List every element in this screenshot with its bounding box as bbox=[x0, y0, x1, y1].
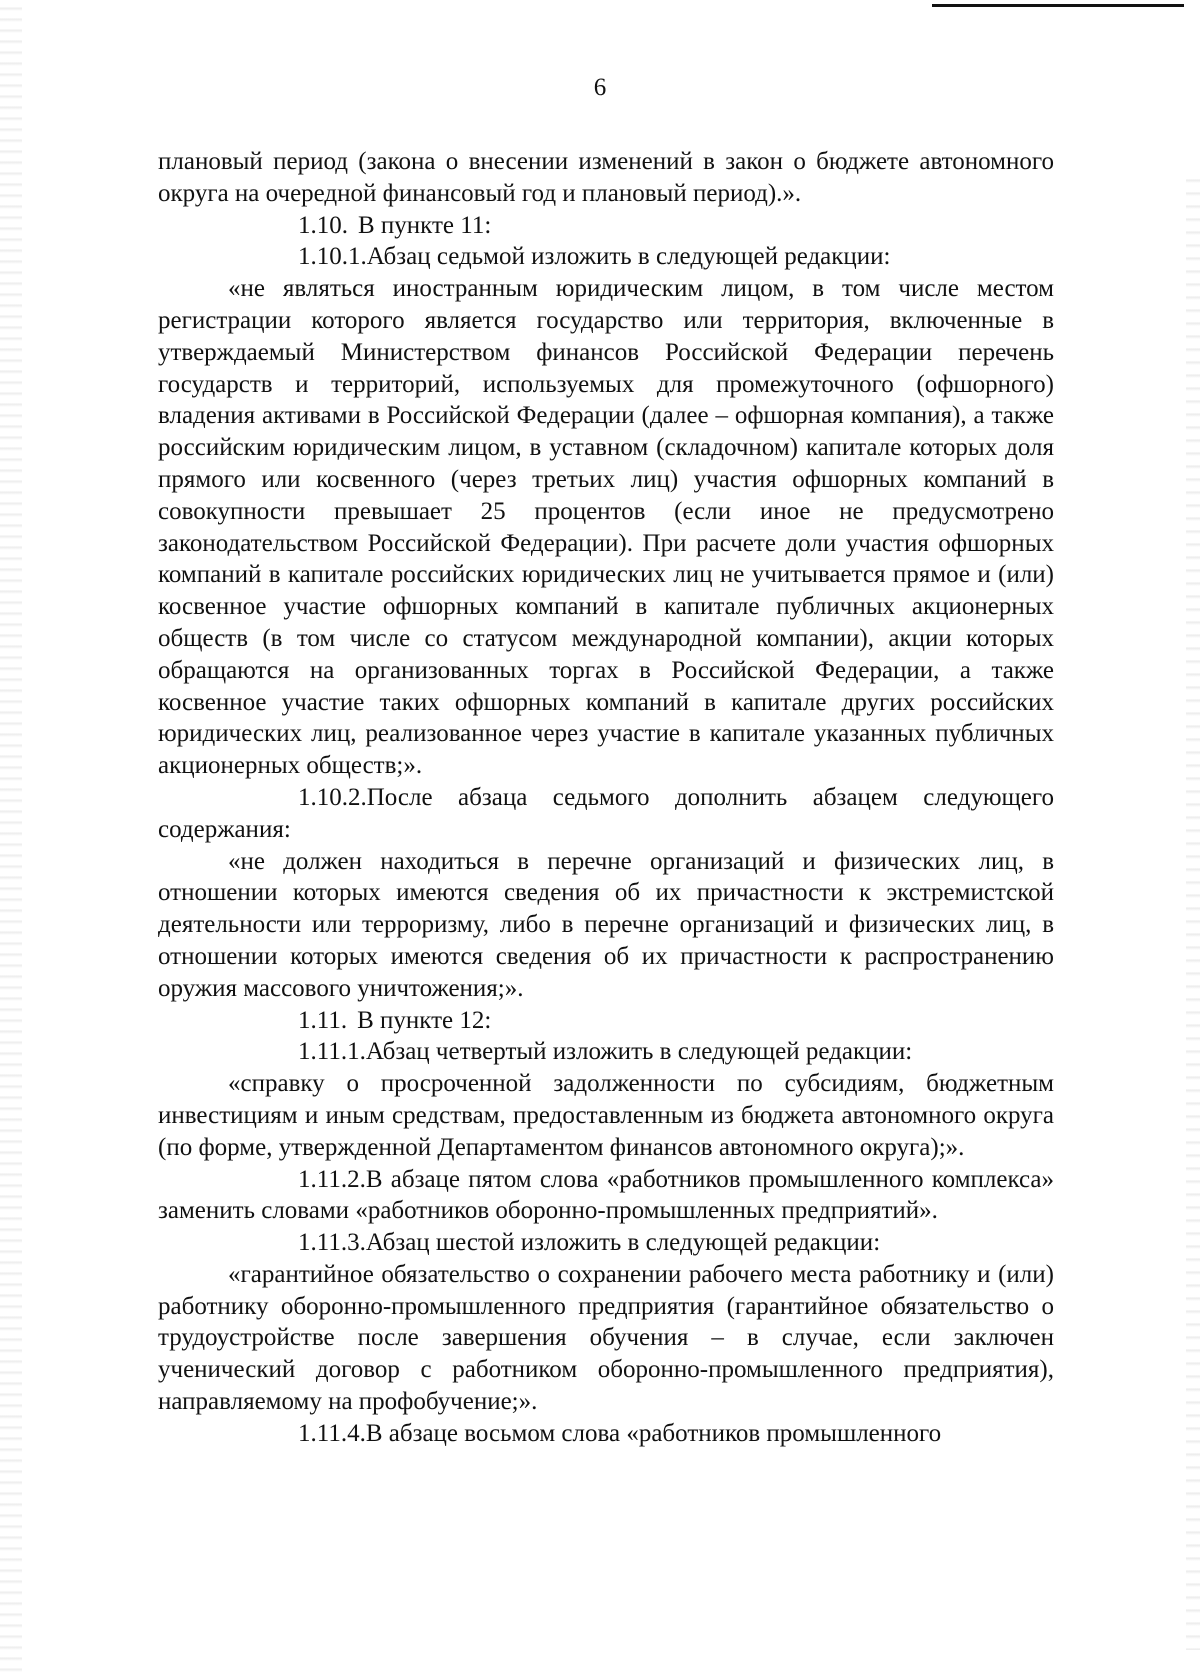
paragraph-number: 1.10. bbox=[298, 211, 348, 239]
top-rule bbox=[932, 4, 1184, 7]
paragraph-number: 1.11. bbox=[298, 1006, 348, 1034]
paragraph-text: плановый период (закона о внесении изменений в закон о бюджете автономного округа на очередной финансовый год и плановый период).». bbox=[158, 148, 1054, 207]
paragraph-text: Абзац седьмой изложить в следующей редакции: bbox=[366, 243, 891, 271]
paragraph bbox=[158, 146, 1054, 210]
document-body bbox=[158, 146, 1054, 1450]
paragraph bbox=[158, 273, 1054, 782]
paragraph-number: 1.11.1. bbox=[298, 1038, 366, 1066]
paragraph bbox=[158, 1005, 1054, 1037]
paragraph-text: «не являться иностранным юридическим лицом, в том числе местом регистрации которого является государство или территория, включенные в утверждаемый Министерством финансов Российской Федерации перечень государств и территорий, используемых для промежуточного (офшорного) владения активами в Российской Федерации (далее – офшорная компания), а также российским юридическим лицом, в уставном (складочном) капитале которых доля прямого или косвенного (через третьих лиц) участия офшорных компаний в совокупности превышает 25 процентов (если иное не предусмотрено законодательством Российской Федерации). При расчете доли участия офшорных компаний в капитале российских юридических лиц не учитывается прямое и (или) косвенное участие офшорных компаний в капитале публичных акционерных обществ (в том числе со статусом международной компании), акции которых обращаются на организованных торгах в Российской Федерации, а также косвенное участие таких офшорных компаний в капитале других российских юридических лиц, реализованное через участие в капитале указанных публичных акционерных обществ;». bbox=[158, 275, 1054, 780]
paragraph-text: Абзац четвертый изложить в следующей редакции: bbox=[365, 1038, 913, 1066]
paragraph-text: В пункте 12: bbox=[357, 1006, 492, 1034]
scan-edge-right bbox=[1186, 170, 1200, 1650]
paragraph-number: 1.11.2. bbox=[298, 1165, 366, 1193]
paragraph-number: 1.11.4. bbox=[298, 1419, 366, 1447]
paragraph-text: После абзаца седьмого дополнить абзацем следующего содержания: bbox=[158, 783, 1054, 843]
page-number: 6 bbox=[593, 74, 607, 101]
paragraph-text: В абзаце пятом слова «работников промышленного комплекса» заменить словами «работников оборонно-промышленных предприятий». bbox=[158, 1165, 1054, 1225]
paragraph-text: «не должен находиться в перечне организаций и физических лиц, в отношении которых имеются сведения об их причастности к экстремистской деятельности или терроризму, либо в перечне организаций и физических лиц, в отношении которых имеются сведения об их причастности к распространению оружия массового уничтожения;». bbox=[158, 847, 1054, 1002]
paragraph bbox=[158, 241, 1054, 273]
paragraph-text: В пункте 11: bbox=[358, 211, 492, 239]
paragraph bbox=[158, 1036, 1054, 1068]
paragraph-text: Абзац шестой изложить в следующей редакции: bbox=[365, 1229, 881, 1257]
paragraph-text: «гарантийное обязательство о сохранении рабочего места работнику и (или) работнику оборонно-промышленного предприятия (гарантийное обязательство о трудоустройстве после завершения обучения – в случае, если заключен ученический договор с работником оборонно-промышленного предприятия), направляемому на профобучение;». bbox=[158, 1260, 1054, 1416]
paragraph bbox=[158, 1259, 1054, 1418]
paragraph bbox=[158, 1418, 1054, 1450]
paragraph-number: 1.11.3. bbox=[298, 1229, 366, 1257]
paragraph-text: «справку о просроченной задолженности по субсидиям, бюджетным инвестициям и иным средствам, предоставленным из бюджета автономного округа (по форме, утвержденной Департаментом финансов автономного округа);». bbox=[158, 1070, 1054, 1161]
paragraph bbox=[158, 1068, 1054, 1163]
scan-edge-left bbox=[0, 0, 22, 1675]
paragraph-number: 1.10.2. bbox=[298, 783, 367, 811]
paragraph bbox=[158, 1227, 1054, 1259]
paragraph-number: 1.10.1. bbox=[298, 243, 367, 271]
paragraph bbox=[158, 1164, 1054, 1228]
paragraph bbox=[158, 846, 1054, 1005]
paragraph bbox=[158, 782, 1054, 846]
paragraph bbox=[158, 210, 1054, 242]
paragraph-text: В абзаце восьмом слова «работников промышленного bbox=[365, 1419, 942, 1447]
